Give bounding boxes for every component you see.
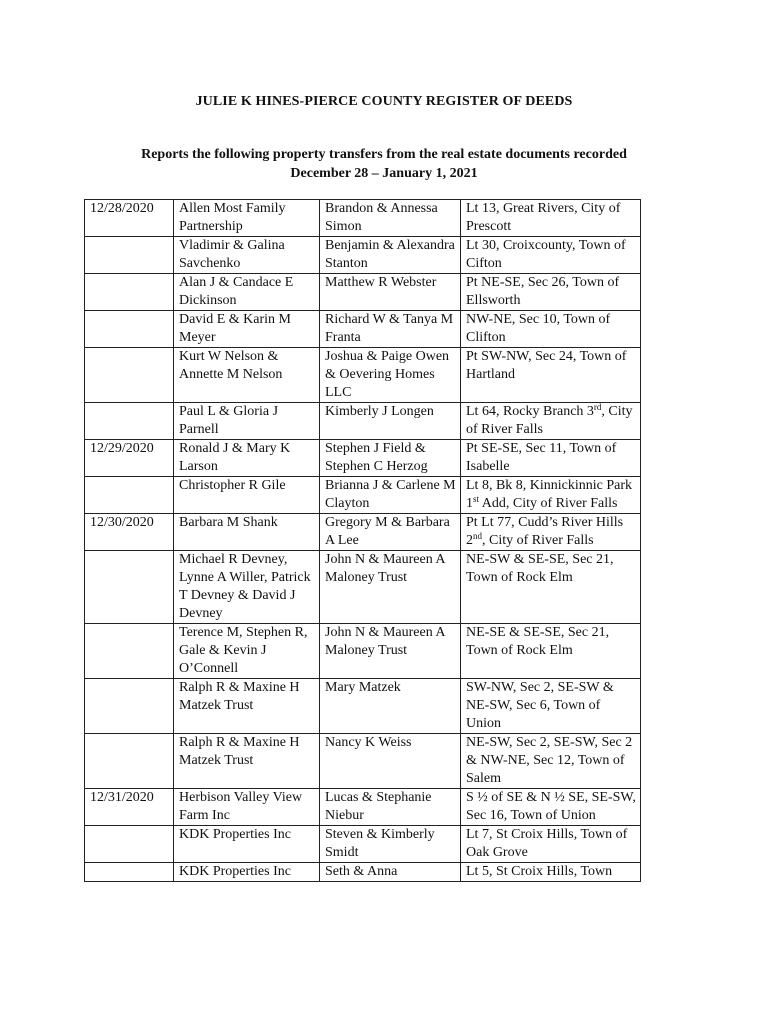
- transfer-date: 12/31/2020: [85, 789, 174, 826]
- grantee-cell: Nancy K Weiss: [320, 734, 461, 789]
- document-title: JULIE K HINES-PIERCE COUNTY REGISTER OF DEEDS: [195, 94, 573, 109]
- grantor-cell: Paul L & Gloria J Parnell: [174, 403, 320, 440]
- grantor-cell: Ralph R & Maxine H Matzek Trust: [174, 734, 320, 789]
- description-text: Add, City of River Falls: [479, 496, 618, 511]
- transfer-date: [85, 403, 174, 440]
- grantor-cell: Terence M, Stephen R, Gale & Kevin J O’Connell: [174, 624, 320, 679]
- grantee-cell: Gregory M & Barbara A Lee: [320, 514, 461, 551]
- property-description-cell: NE-SE & SE-SE, Sec 21, Town of Rock Elm: [461, 624, 641, 679]
- grantor-cell: Alan J & Candace E Dickinson: [174, 274, 320, 311]
- table-row: [85, 200, 641, 237]
- grantee-cell: Benjamin & Alexandra Stanton: [320, 237, 461, 274]
- property-description-cell: Pt SE-SE, Sec 11, Town of Isabelle: [461, 440, 641, 477]
- property-description-cell: Lt 7, St Croix Hills, Town of Oak Grove: [461, 826, 641, 863]
- grantor-cell: Herbison Valley View Farm Inc: [174, 789, 320, 826]
- grantor-cell: Barbara M Shank: [174, 514, 320, 551]
- property-description-cell: [461, 403, 641, 440]
- table-row: [85, 274, 641, 311]
- grantor-cell: Vladimir & Galina Savchenko: [174, 237, 320, 274]
- grantee-cell: Stephen J Field & Stephen C Herzog: [320, 440, 461, 477]
- transfer-date: [85, 311, 174, 348]
- transfer-date: [85, 237, 174, 274]
- grantor-cell: Ronald J & Mary K Larson: [174, 440, 320, 477]
- table-row: [85, 734, 641, 789]
- grantee-cell: Mary Matzek: [320, 679, 461, 734]
- grantor-cell: KDK Properties Inc: [174, 863, 320, 882]
- grantor-cell: Christopher R Gile: [174, 477, 320, 514]
- transfer-date: 12/28/2020: [85, 200, 174, 237]
- property-description-cell: Lt 5, St Croix Hills, Town: [461, 863, 641, 882]
- grantee-cell: Brandon & Annessa Simon: [320, 200, 461, 237]
- grantee-cell: Richard W & Tanya M Franta: [320, 311, 461, 348]
- table-row: [85, 311, 641, 348]
- table-row: [85, 348, 641, 403]
- table-row: [85, 826, 641, 863]
- transfer-date: [85, 679, 174, 734]
- table-row: [85, 679, 641, 734]
- grantee-cell: Lucas & Stephanie Niebur: [320, 789, 461, 826]
- property-description-cell: Pt SW-NW, Sec 24, Town of Hartland: [461, 348, 641, 403]
- grantor-cell: KDK Properties Inc: [174, 826, 320, 863]
- description-text: Lt 64, Rocky Branch 3: [466, 404, 594, 419]
- transfer-date: [85, 551, 174, 624]
- property-description-cell: Lt 30, Croixcounty, Town of Cifton: [461, 237, 641, 274]
- transfer-date: 12/29/2020: [85, 440, 174, 477]
- property-description-cell: Pt NE-SE, Sec 26, Town of Ellsworth: [461, 274, 641, 311]
- grantee-cell: John N & Maureen A Maloney Trust: [320, 624, 461, 679]
- table-row: [85, 863, 641, 882]
- description-text: , City of River Falls: [482, 533, 594, 548]
- ordinal-suffix: st: [473, 494, 480, 504]
- table-row: [85, 403, 641, 440]
- property-transfers-table: [84, 199, 641, 882]
- table-row: [85, 514, 641, 551]
- transfer-date: [85, 734, 174, 789]
- grantee-cell: Seth & Anna: [320, 863, 461, 882]
- transfer-date: [85, 624, 174, 679]
- property-description-cell: NE-SW, Sec 2, SE-SW, Sec 2 & NW-NE, Sec 12, Town of Salem: [461, 734, 641, 789]
- grantor-cell: Kurt W Nelson & Annette M Nelson: [174, 348, 320, 403]
- transfer-date: [85, 863, 174, 882]
- transfer-date: [85, 274, 174, 311]
- grantee-cell: Matthew R Webster: [320, 274, 461, 311]
- table-row: [85, 440, 641, 477]
- table-row: [85, 477, 641, 514]
- ordinal-suffix: nd: [473, 531, 482, 541]
- table-row: [85, 789, 641, 826]
- property-description-cell: [461, 514, 641, 551]
- transfer-date: 12/30/2020: [85, 514, 174, 551]
- description-text: Lt 8, Bk 8, Kinnickinnic Park 1: [466, 478, 633, 511]
- property-description-cell: [461, 477, 641, 514]
- grantee-cell: Brianna J & Carlene M Clayton: [320, 477, 461, 514]
- transfer-date: [85, 348, 174, 403]
- table-row: [85, 237, 641, 274]
- property-description-cell: SW-NW, Sec 2, SE-SW & NE-SW, Sec 6, Town of Union: [461, 679, 641, 734]
- property-description-cell: NW-NE, Sec 10, Town of Clifton: [461, 311, 641, 348]
- table-row: [85, 624, 641, 679]
- grantee-cell: Kimberly J Longen: [320, 403, 461, 440]
- description-text: Pt Lt 77, Cudd’s River Hills 2: [466, 515, 624, 548]
- transfer-date: [85, 826, 174, 863]
- grantor-cell: David E & Karin M Meyer: [174, 311, 320, 348]
- grantor-cell: Michael R Devney, Lynne A Willer, Patrick T Devney & David J Devney: [174, 551, 320, 624]
- grantee-cell: Joshua & Paige Owen & Oevering Homes LLC: [320, 348, 461, 403]
- date-range: December 28 – January 1, 2021: [290, 166, 478, 181]
- grantor-cell: Ralph R & Maxine H Matzek Trust: [174, 679, 320, 734]
- grantee-cell: John N & Maureen A Maloney Trust: [320, 551, 461, 624]
- document-subtitle: Reports the following property transfers from the real estate documents recorded: [141, 147, 627, 162]
- description-text: , City of River Falls: [466, 404, 633, 437]
- table-row: [85, 551, 641, 624]
- property-description-cell: S ½ of SE & N ½ SE, SE-SW, Sec 16, Town of Union: [461, 789, 641, 826]
- grantor-cell: Allen Most Family Partnership: [174, 200, 320, 237]
- grantee-cell: Steven & Kimberly Smidt: [320, 826, 461, 863]
- transfer-date: [85, 477, 174, 514]
- property-description-cell: Lt 13, Great Rivers, City of Prescott: [461, 200, 641, 237]
- ordinal-suffix: rd: [593, 402, 602, 412]
- property-description-cell: NE-SW & SE-SE, Sec 21, Town of Rock Elm: [461, 551, 641, 624]
